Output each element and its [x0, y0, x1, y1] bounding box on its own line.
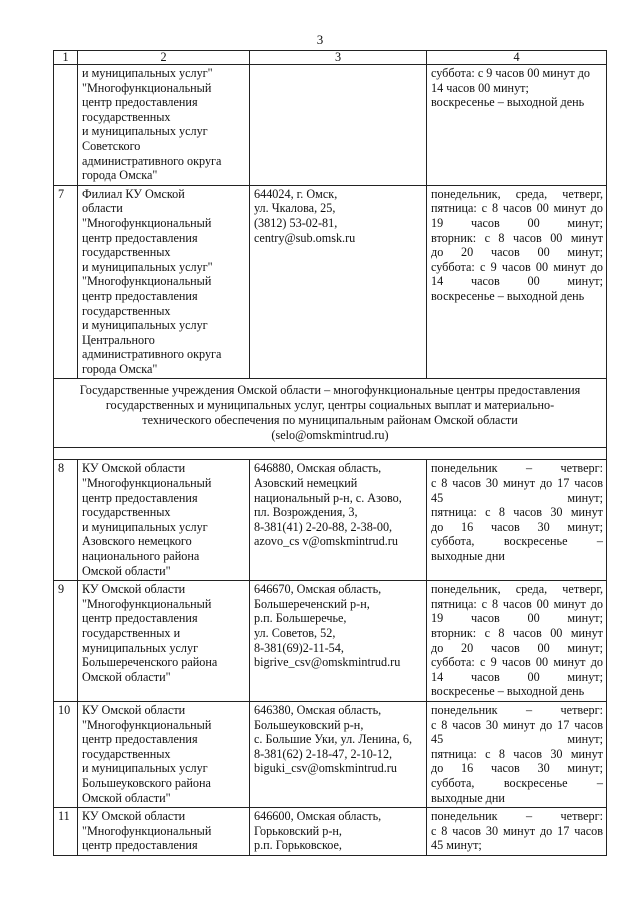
text-line: с 8 часов 30 минут до 17 часов — [431, 823, 603, 838]
text-line: 8-381(41) 2-20-88, 2-38-00, — [254, 519, 393, 534]
spacer-cell — [54, 448, 607, 460]
text-line: Большереченского района — [82, 655, 218, 670]
text-line: 8-381(69)2-11-54, — [254, 640, 344, 655]
organization-name-cell — [78, 701, 250, 807]
text-line: центр предоставления — [82, 230, 198, 245]
text-line: Горьковский р-н, — [254, 823, 342, 838]
text-line: 45 минут; — [431, 490, 603, 505]
text-line: Омской области" — [82, 669, 171, 684]
address-cell — [250, 701, 427, 807]
section-heading-line: государственных и муниципальных услуг, центры социальных выплат и материально- — [105, 398, 555, 413]
organization-name-cell — [78, 185, 250, 379]
text-line: "Многофункциональный — [82, 80, 212, 95]
row-number-cell: 7 — [54, 185, 78, 379]
text-line: Омской области" — [82, 790, 171, 805]
text-line: суббота, воскресенье – — [431, 534, 603, 549]
text-line: centry@sub.omsk.ru — [254, 230, 356, 245]
text-line: "Многофункциональный — [82, 274, 212, 289]
text-line: Советского — [82, 138, 141, 153]
text-line: пятница: с 8 часов 00 минут до — [431, 201, 603, 216]
text-line: до 16 часов 30 минут; — [431, 519, 603, 534]
text-line: государственных — [82, 505, 171, 520]
text-line: понедельник, среда, четверг, — [431, 186, 603, 201]
row-number-cell — [54, 65, 78, 186]
text-line: р.п. Горьковское, — [254, 838, 342, 853]
text-line: ул. Чкалова, 25, — [254, 201, 336, 216]
column-number-3: 3 — [250, 51, 427, 65]
address-cell — [250, 460, 427, 581]
row-number-cell: 10 — [54, 701, 78, 807]
row-number-cell: 11 — [54, 808, 78, 856]
text-line: и муниципальных услуг — [82, 124, 208, 139]
text-line: "Многофункциональный — [82, 476, 212, 491]
text-line: ул. Советов, 52, — [254, 626, 336, 640]
text-line: 646600, Омская область, — [254, 809, 382, 824]
organization-name-cell — [78, 808, 250, 856]
text-line: центр предоставления — [82, 838, 198, 853]
text-line: и муниципальных услуг" — [82, 259, 213, 274]
column-number-4: 4 — [427, 51, 607, 65]
organization-name-cell — [78, 65, 250, 186]
text-line: пятница: с 8 часов 30 минут — [431, 505, 603, 520]
text-line: города Омска" — [82, 361, 158, 376]
address-cell — [250, 808, 427, 856]
address-cell — [250, 185, 427, 379]
text-line: выходные дни — [431, 790, 505, 805]
text-line: bigrive_csv@omskmintrud.ru — [254, 655, 401, 670]
text-line: муниципальных услуг — [82, 640, 199, 655]
spacer-row — [54, 448, 607, 460]
text-line: государственных — [82, 245, 171, 260]
text-line: 19 часов 00 минут; — [431, 611, 603, 626]
text-line: и муниципальных услуг — [82, 519, 208, 534]
text-line: пятница: с 8 часов 30 минут — [431, 746, 603, 761]
text-line: города Омска" — [82, 168, 158, 183]
text-line: 45 минут; — [431, 732, 603, 747]
section-heading-line: Государственные учреждения Омской области – многофункциональные центры предоставления — [79, 383, 581, 398]
text-line: административного округа — [82, 153, 222, 168]
text-line: Большереченский р-н, — [254, 596, 370, 611]
column-number-row — [54, 51, 607, 65]
text-line: центр предоставления — [82, 611, 198, 626]
mfc-table — [53, 50, 607, 856]
text-line: biguki_csv@omskmintrud.ru — [254, 761, 397, 776]
schedule-cell — [427, 581, 607, 702]
text-line: понедельник – четверг: — [431, 702, 603, 717]
text-line: суббота, воскресенье – — [431, 775, 603, 790]
row-number-cell: 8 — [54, 460, 78, 581]
text-line: и муниципальных услуг" — [82, 66, 213, 80]
text-line: понедельник – четверг: — [431, 461, 603, 476]
section-heading — [54, 379, 607, 448]
text-line: 8-381(62) 2-18-47, 2-10-12, — [254, 746, 393, 761]
text-line: (3812) 53-02-81, — [254, 215, 338, 230]
text-line: р.п. Большеречье, — [254, 611, 347, 626]
organization-name-cell — [78, 581, 250, 702]
text-line: до 20 часов 00 минут; — [431, 245, 603, 260]
text-line: центр предоставления — [82, 95, 198, 110]
text-line: национальный р-н, с. Азово, — [254, 490, 402, 505]
text-line: воскресенье – выходной день — [431, 288, 585, 303]
organization-name-cell — [78, 460, 250, 581]
schedule-cell — [427, 808, 607, 856]
table-row — [54, 581, 607, 702]
text-line: государственных и — [82, 626, 181, 640]
text-line: до 20 часов 00 минут; — [431, 640, 603, 655]
text-line: области — [82, 201, 123, 216]
text-line: "Многофункциональный — [82, 717, 212, 732]
text-line: пятница: с 8 часов 00 минут до — [431, 596, 603, 611]
schedule-cell — [427, 460, 607, 581]
text-line: Большеуковского района — [82, 775, 211, 790]
text-line: Большеуковский р-н, — [254, 717, 364, 732]
text-line: 646880, Омская область, — [254, 461, 382, 476]
table-row — [54, 460, 607, 581]
text-line: Омской области" — [82, 563, 171, 578]
text-line: центр предоставления — [82, 490, 198, 505]
column-number-2: 2 — [78, 51, 250, 65]
text-line: Центрального — [82, 332, 155, 347]
text-line: 45 минут; — [431, 838, 482, 853]
text-line: КУ Омской области — [82, 582, 186, 597]
text-line: и муниципальных услуг — [82, 761, 208, 776]
text-line: понедельник, среда, четверг, — [431, 582, 603, 597]
section-heading-line: (selo@omskmintrud.ru) — [271, 428, 389, 443]
text-line: Азовского немецкого — [82, 534, 192, 549]
section-heading-line: технического обеспечения по муниципальным районам Омской области — [142, 413, 518, 428]
text-line: воскресенье – выходной день — [431, 95, 585, 110]
text-line: государственных — [82, 109, 171, 124]
text-line: пл. Возрождения, 3, — [254, 505, 358, 520]
text-line: вторник: с 8 часов 00 минут — [431, 626, 603, 640]
text-line: "Многофункциональный — [82, 823, 212, 838]
text-line: КУ Омской области — [82, 809, 186, 824]
text-line: вторник: с 8 часов 00 минут — [431, 230, 603, 245]
text-line: Азовский немецкий — [254, 476, 358, 491]
text-line: суббота: с 9 часов 00 минут до — [431, 655, 603, 670]
schedule-cell — [427, 185, 607, 379]
text-line: Филиал КУ Омской — [82, 186, 185, 201]
address-cell — [250, 581, 427, 702]
text-line: с 8 часов 30 минут до 17 часов — [431, 476, 603, 491]
row-number-cell: 9 — [54, 581, 78, 702]
address-cell — [250, 65, 427, 186]
text-line: суббота: с 9 часов 00 минут до — [431, 66, 591, 80]
text-line: до 16 часов 30 минут; — [431, 761, 603, 776]
schedule-cell — [427, 65, 607, 186]
text-line: azovo_cs v@omskmintrud.ru — [254, 534, 398, 549]
text-line: 14 часов 00 минут; — [431, 80, 529, 95]
schedule-cell — [427, 701, 607, 807]
text-line: центр предоставления — [82, 732, 198, 747]
text-line: 14 часов 00 минут; — [431, 274, 603, 289]
text-line: 644024, г. Омск, — [254, 186, 338, 201]
table-row — [54, 185, 607, 379]
text-line: государственных — [82, 746, 171, 761]
text-line: с 8 часов 30 минут до 17 часов — [431, 717, 603, 732]
table-row — [54, 701, 607, 807]
section-heading-row — [54, 379, 607, 448]
text-line: 19 часов 00 минут; — [431, 215, 603, 230]
text-line: центр предоставления — [82, 288, 198, 303]
text-line: 14 часов 00 минут; — [431, 669, 603, 684]
text-line: понедельник – четверг: — [431, 809, 603, 824]
table-row — [54, 65, 607, 186]
table-row — [54, 808, 607, 856]
text-line: КУ Омской области — [82, 702, 186, 717]
text-line: с. Большие Уки, ул. Ленина, 6, — [254, 732, 413, 747]
text-line: воскресенье – выходной день — [431, 684, 585, 699]
text-line: "Многофункциональный — [82, 215, 212, 230]
text-line: 646380, Омская область, — [254, 702, 382, 717]
text-line: государственных — [82, 303, 171, 318]
column-number-1: 1 — [54, 51, 78, 65]
page-number: 3 — [316, 32, 324, 47]
text-line: административного округа — [82, 347, 222, 362]
text-line: КУ Омской области — [82, 461, 186, 476]
text-line: "Многофункциональный — [82, 596, 212, 611]
text-line: суббота: с 9 часов 00 минут до — [431, 259, 603, 274]
text-line: выходные дни — [431, 549, 505, 564]
text-line: 646670, Омская область, — [254, 582, 382, 597]
text-line: и муниципальных услуг — [82, 318, 208, 333]
text-line: национального района — [82, 549, 200, 564]
